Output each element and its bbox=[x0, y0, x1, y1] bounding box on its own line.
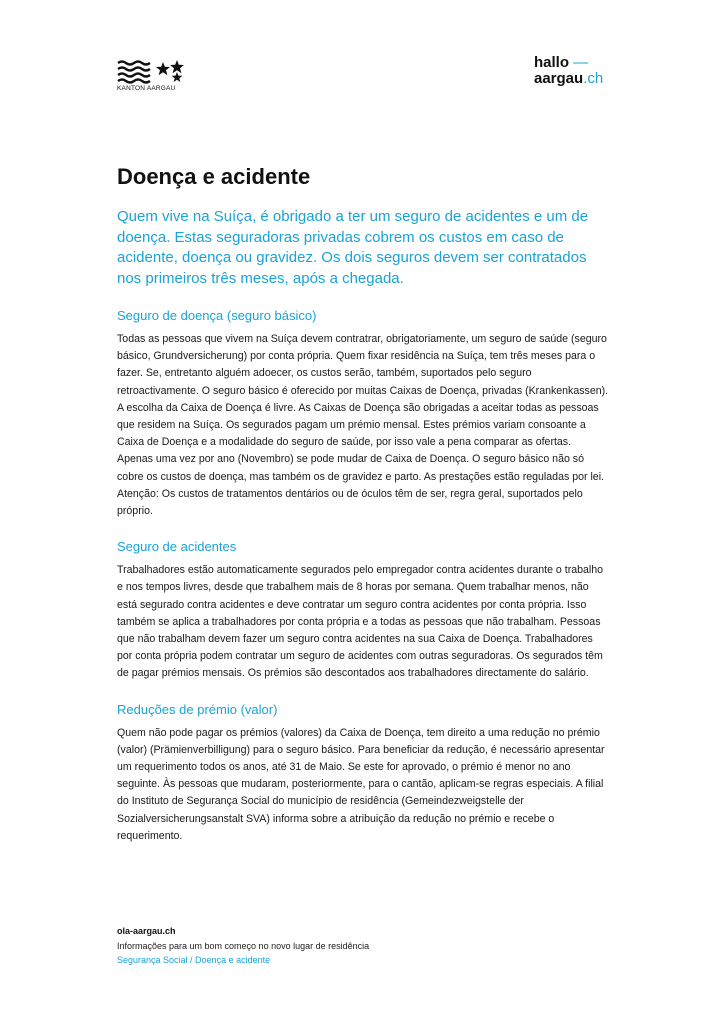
canton-logo-caption: KANTON AARGAU bbox=[117, 85, 176, 92]
section-body-premium-reductions: Quem não pode pagar os prémios (valores) da Caixa de Doença, tem direito a uma redução no prémio (valor) (Prämienverbilligung) para o seguro básico. Para beneficiar da redução, é necessário apresentar um requerimento todos os anos, até 31 de Maio. Se este for aprovado, o prémio é menor no ano seguinte. Às pessoas que mudaram, posteriormente, para o cantão, aplicam-se regras especiais. A filial do Instituto de Segurança Social do município de residência (Gemeindezweigstelle der Sozialversicherungsanstalt SVA) informa sobre a atribuição da redução no prémio e recebe o requerimento. bbox=[117, 726, 605, 842]
page-title: Doença e acidente bbox=[117, 164, 311, 189]
section-body-accident-insurance: Trabalhadores estão automaticamente segurados pelo empregador contra acidentes durante o trabalho e nos tempos livres, desde que trabalhem mais de 8 horas por semana. Quem trabalhar menos, não está segurado contra acidentes e deve contratar um seguro contra acidentes por conta própria. Isso também se aplica a trabalhadores por conta própria e a todas as pessoas que não trabalham. Pessoas que não trabalham devem fazer um seguro contra acidentes na sua Caixa de Doença. Trabalhadores por conta própria podem contratar um seguro de acidentes com outras seguradoras. Os segurados têm de pagar prémios mensais. Os prémios são descontados aos trabalhadores directamente do salário. bbox=[117, 564, 604, 680]
section-heading-health-insurance: Seguro de doença (seguro básico) bbox=[117, 308, 317, 323]
canton-aargau-emblem-icon bbox=[117, 58, 187, 84]
canton-aargau-logo bbox=[117, 58, 197, 94]
section-body-health-insurance: Todas as pessoas que vivem na Suíça devem contratrar, obrigatoriamente, um seguro de saúde (seguro básico, Grundversicherung) por conta própria. Quem fixar residência na Suíça, tem três meses para o fazer. Se, entretanto alguém adoecer, os custos serão, também, suportados pelo seguro retroactivamente. O seguro básico é oferecido por muitas Caixas de Doença, privadas (Krankenkassen). A escolha da Caixa de Doença é livre. As Caixas de Doença são obrigadas a aceitar todas as pessoas que residem na Suíça. Os segurados pagam um prémio mensal. Estes prémios variam consoante a Caixa de Doença e a modalidade do seguro de saúde, por isso vale a pena comparar as ofertas. Apenas uma vez por ano (Novembro) se pode mudar de Caixa de Doença. O seguro básico não só cobre os custos de doença, mas também os de gravidez e parto. As prestações estão reguladas por lei. Atenção: Os custos de tratamentos dentários ou de óculos têm de ser, regra geral, suportados pelo próprio. bbox=[117, 333, 609, 518]
brand-line2-tld: .ch bbox=[583, 70, 604, 87]
brand-line2-bold: aargau bbox=[534, 70, 584, 87]
section-heading-premium-reductions: Reduções de prémio (valor) bbox=[117, 701, 278, 717]
brand-line2 bbox=[534, 71, 614, 87]
section-heading-accident-insurance: Seguro de acidentes bbox=[117, 539, 237, 555]
main-content bbox=[117, 163, 609, 845]
hallo-aargau-logo bbox=[534, 55, 614, 87]
brand-line1: hallo bbox=[534, 54, 570, 71]
footer-description: Informações para um bom começo no novo lugar de residência bbox=[117, 940, 370, 951]
footer-site: ola-aargau.ch bbox=[117, 926, 176, 936]
footer-breadcrumb: Segurança Social / Doença e acidente bbox=[117, 955, 271, 965]
page-footer bbox=[117, 924, 597, 968]
lead-paragraph: Quem vive na Suíça, é obrigado a ter um seguro de acidentes e um de doença. Estas seguradoras privadas cobrem os custos em caso de acidente, doença ou gravidez. Os dois seguros devem ser contratados nos primeiros três meses, após a chegada. bbox=[117, 208, 589, 287]
brand-dash: — bbox=[573, 54, 589, 71]
